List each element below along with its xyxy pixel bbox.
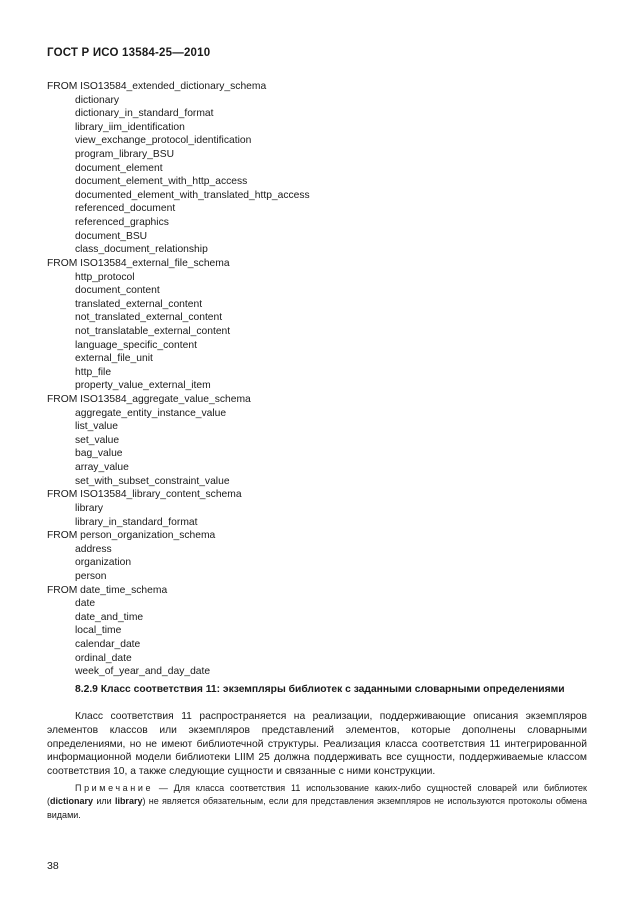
schema-entity-line: translated_external_content: [75, 298, 203, 310]
schema-entity-line: program_library_BSU: [75, 149, 175, 161]
schema-listing: [0, 80, 630, 679]
schema-entity-line: aggregate_entity_instance_value: [75, 407, 227, 419]
schema-entity-line: dictionary: [75, 94, 120, 106]
schema-entity-line: not_translated_external_content: [75, 312, 223, 324]
schema-entity-line: organization: [75, 557, 132, 569]
schema-entity-line: set_with_subset_constraint_value: [75, 475, 230, 487]
schema-from-line: FROM ISO13584_aggregate_value_schema: [47, 394, 251, 406]
schema-entity-line: person: [75, 570, 107, 582]
schema-entity-line: document_content: [75, 285, 160, 297]
schema-entity-line: document_element_with_http_access: [75, 176, 248, 188]
schema-entity-line: week_of_year_and_day_date: [75, 666, 211, 678]
schema-entity-line: date: [75, 598, 96, 610]
note-label: Примечание: [75, 783, 154, 793]
schema-entity-line: list_value: [75, 421, 118, 433]
schema-entity-line: array_value: [75, 462, 129, 474]
note-text-1: — Для класса соответствия 11 использование каких-либо сущностей словарей или библиотек (: [47, 783, 587, 807]
schema-entity-line: referenced_document: [75, 203, 176, 215]
schema-from-line: FROM ISO13584_library_content_schema: [47, 489, 242, 501]
schema-entity-line: library_in_standard_format: [75, 516, 198, 528]
schema-entity-line: library: [75, 502, 104, 514]
schema-entity-line: language_specific_content: [75, 339, 197, 351]
schema-entity-line: library_iim_identification: [75, 121, 185, 133]
schema-entity-line: address: [75, 543, 112, 555]
schema-entity-line: external_file_unit: [75, 353, 153, 365]
schema-entity-line: bag_value: [75, 448, 123, 460]
schema-entity-line: view_exchange_protocol_identification: [75, 135, 252, 147]
schema-from-line: FROM ISO13584_extended_dictionary_schema: [47, 81, 267, 92]
section-paragraph: Класс соответствия 11 распространяется на реализации, поддерживающие описания экземпляров элементов классов или экземпляров представлений элементов, которые дополнены словарными определениями, но не имеют библиотечной структуры. Реализация класса соответствия 11 интегрированной информационной модели библиотеки LIIM 25 должна поддерживать все сущности, поддерживаемые классом соответствия 10, а также следующие сущности и связанные с ними конструкции.: [47, 711, 587, 778]
schema-entity-line: http_protocol: [75, 271, 135, 283]
note-text-3: ) не является обязательным, если для представления экземпляров не используются протоколы обмена видами.: [47, 796, 587, 820]
note: [47, 782, 587, 822]
section-8-2-9: [47, 683, 587, 697]
schema-entity-line: calendar_date: [75, 638, 141, 650]
section-title: 8.2.9 Класс соответствия 11: экземпляры библиотек с заданными словарными определениями: [75, 684, 565, 695]
schema-entity-line: class_document_relationship: [75, 244, 208, 256]
schema-entity-line: document_element: [75, 162, 163, 174]
schema-entity-line: not_translatable_external_content: [75, 325, 231, 337]
note-text-2: или: [93, 796, 115, 807]
schema-entity-line: date_and_time: [75, 611, 144, 623]
page-number: 38: [47, 860, 59, 872]
schema-entity-line: referenced_graphics: [75, 217, 169, 229]
schema-entity-line: documented_element_with_translated_http_access: [75, 189, 310, 201]
schema-entity-line: http_file: [75, 366, 112, 378]
schema-entity-line: document_BSU: [75, 230, 148, 242]
schema-entity-line: dictionary_in_standard_format: [75, 108, 214, 120]
schema-entity-line: local_time: [75, 625, 122, 637]
schema-from-line: FROM ISO13584_external_file_schema: [47, 257, 230, 269]
note-term-dictionary: dictionary: [50, 796, 94, 807]
schema-entity-line: set_value: [75, 434, 120, 446]
note-term-library: library: [114, 796, 143, 807]
schema-entity-line: ordinal_date: [75, 652, 132, 664]
schema-from-line: FROM date_time_schema: [47, 584, 168, 596]
schema-from-line: FROM person_organization_schema: [47, 530, 216, 542]
schema-entity-line: property_value_external_item: [75, 380, 211, 392]
document-header: ГОСТ Р ИСО 13584-25—2010: [47, 47, 211, 59]
